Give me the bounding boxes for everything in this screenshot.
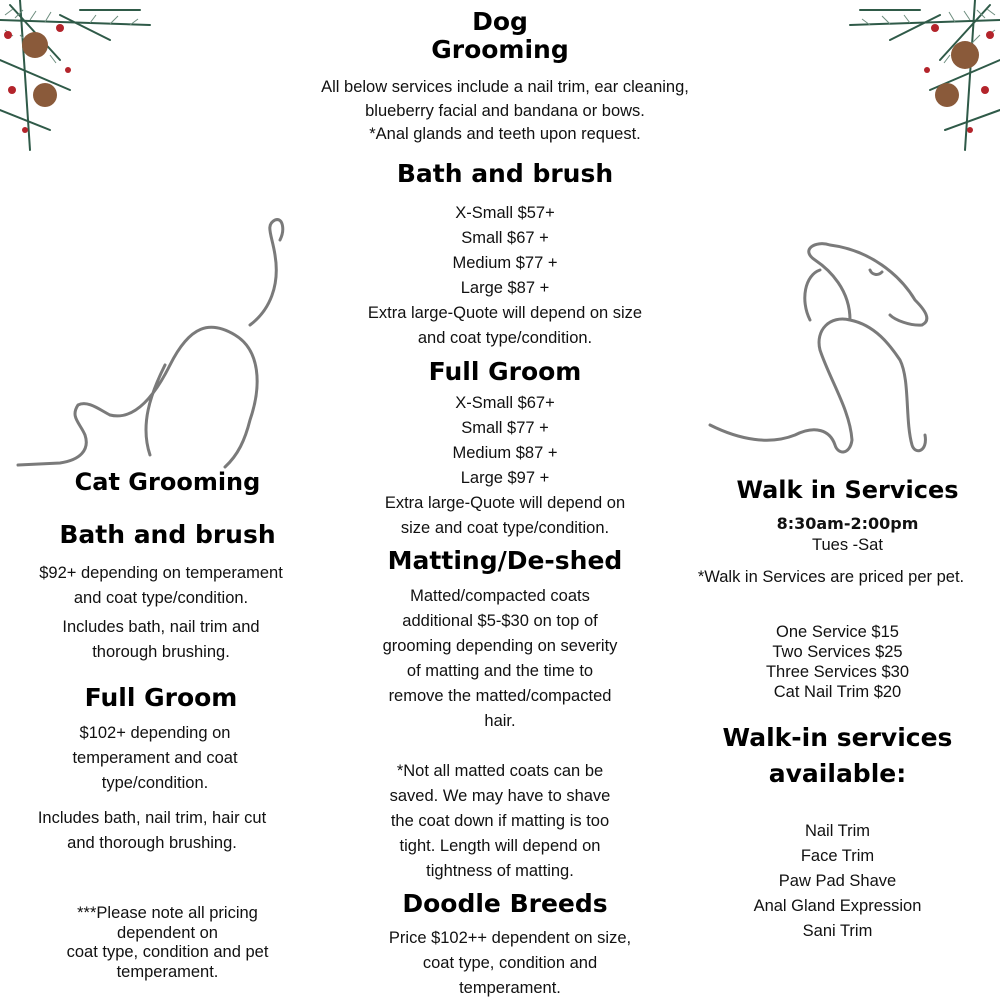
matting-note-line: saved. We may have to shave bbox=[389, 787, 611, 805]
price-line: Extra large-Quote will depend on size bbox=[367, 304, 643, 322]
walk-in-price-item: One Service $15 bbox=[776, 623, 899, 641]
matting-line: Matted/compacted coats bbox=[410, 587, 590, 605]
matting-description bbox=[330, 584, 670, 734]
walk-in-available-heading bbox=[690, 720, 985, 792]
matting-note-line: *Not all matted coats can be bbox=[396, 762, 604, 780]
doodle-description bbox=[330, 926, 690, 1001]
doodle-line: Price $102++ dependent on size, bbox=[388, 929, 632, 947]
walk-in-available-line1: Walk-in services bbox=[722, 723, 953, 752]
walk-in-service-list bbox=[690, 819, 985, 944]
cat-bath-includes-line: thorough brushing. bbox=[92, 643, 230, 661]
walk-in-price-item: Three Services $30 bbox=[765, 663, 910, 681]
matting-note bbox=[330, 759, 670, 884]
matting-line: hair. bbox=[484, 712, 516, 730]
dog-bath-heading: Bath and brush bbox=[396, 159, 614, 188]
cat-line-art-icon bbox=[0, 205, 320, 475]
doodle-line: coat type, condition and bbox=[422, 954, 598, 972]
intro-line: *Anal glands and teeth upon request. bbox=[369, 125, 641, 143]
walk-in-available-line2: available: bbox=[768, 759, 907, 788]
intro-line: All below services include a nail trim, ear cleaning, bbox=[321, 78, 689, 96]
price-line: Small $67 + bbox=[461, 229, 549, 247]
matting-note-line: the coat down if matting is too bbox=[390, 812, 610, 830]
walk-in-services-title: Walk in Services bbox=[736, 476, 959, 504]
price-line: Large $97 + bbox=[460, 469, 550, 487]
walk-in-price-item: Two Services $25 bbox=[772, 643, 903, 661]
dog-full-groom-prices bbox=[320, 391, 690, 541]
matting-line: remove the matted/compacted bbox=[388, 687, 612, 705]
cat-bath-description bbox=[0, 561, 322, 611]
dog-line-art-icon bbox=[700, 230, 940, 460]
cat-full-line: type/condition. bbox=[101, 774, 209, 792]
matting-note-line: tight. Length will depend on bbox=[399, 837, 601, 855]
doodle-line: temperament. bbox=[459, 979, 561, 997]
price-line: X-Small $67+ bbox=[455, 394, 555, 412]
cat-full-line: temperament and coat bbox=[72, 749, 238, 767]
cat-bath-includes bbox=[0, 615, 322, 665]
cat-note-line: coat type, condition and pet bbox=[66, 943, 269, 961]
dog-grooming-title bbox=[400, 8, 600, 64]
dog-title-line2: Grooming bbox=[431, 35, 569, 64]
walk-in-days: Tues -Sat bbox=[812, 536, 883, 554]
cat-bath-line: and coat type/condition. bbox=[73, 589, 249, 607]
price-line: Large $87 + bbox=[460, 279, 550, 297]
price-line: and coat type/condition. bbox=[417, 329, 593, 347]
walk-in-service-item: Nail Trim bbox=[804, 822, 871, 840]
cat-full-groom-heading: Full Groom bbox=[84, 683, 238, 712]
walk-in-priced-note: *Walk in Services are priced per pet. bbox=[697, 568, 965, 586]
matting-line: additional $5-$30 on top of bbox=[402, 612, 598, 630]
walk-in-price-list bbox=[690, 622, 985, 702]
cat-bath-includes-line: Includes bath, nail trim and bbox=[62, 618, 260, 636]
walk-in-service-item: Sani Trim bbox=[802, 922, 873, 940]
cat-bath-line: $92+ depending on temperament bbox=[39, 564, 283, 582]
walk-in-service-item: Paw Pad Shave bbox=[778, 872, 897, 890]
price-line: Medium $87 + bbox=[452, 444, 558, 462]
dog-title-line1: Dog bbox=[472, 7, 528, 36]
matting-line: of matting and the time to bbox=[406, 662, 594, 680]
matting-note-line: tightness of matting. bbox=[426, 862, 574, 880]
dog-bath-prices bbox=[320, 201, 690, 351]
cat-full-includes-line: and thorough brushing. bbox=[67, 834, 237, 852]
price-line: Medium $77 + bbox=[452, 254, 558, 272]
cat-pricing-note bbox=[20, 904, 315, 982]
price-line: X-Small $57+ bbox=[455, 204, 555, 222]
price-line: Small $77 + bbox=[461, 419, 549, 437]
pine-decoration-top-right-icon bbox=[835, 0, 1000, 170]
matting-line: grooming depending on severity bbox=[382, 637, 618, 655]
dog-intro bbox=[260, 76, 750, 147]
doodle-heading: Doodle Breeds bbox=[402, 889, 608, 918]
walk-in-hours: 8:30am-2:00pm bbox=[776, 514, 919, 533]
cat-full-groom-description bbox=[0, 721, 310, 796]
pine-decoration-top-left-icon bbox=[0, 0, 170, 170]
cat-note-line: temperament. bbox=[116, 962, 219, 981]
price-line: Extra large-Quote will depend on bbox=[384, 494, 626, 512]
cat-grooming-title: Cat Grooming bbox=[74, 468, 261, 496]
cat-full-line: $102+ depending on bbox=[79, 724, 231, 742]
matting-heading: Matting/De-shed bbox=[387, 546, 623, 575]
walk-in-price-item: Cat Nail Trim $20 bbox=[773, 683, 902, 701]
dog-full-groom-heading: Full Groom bbox=[428, 357, 582, 386]
intro-line: blueberry facial and bandana or bows. bbox=[365, 101, 645, 120]
cat-bath-heading: Bath and brush bbox=[59, 520, 276, 549]
price-line: size and coat type/condition. bbox=[400, 519, 610, 537]
cat-note-line: ***Please note all pricing bbox=[77, 904, 258, 922]
walk-in-service-item: Anal Gland Expression bbox=[753, 897, 922, 915]
cat-full-groom-includes bbox=[0, 806, 304, 856]
walk-in-service-item: Face Trim bbox=[800, 847, 875, 865]
cat-note-line: dependent on bbox=[117, 923, 218, 942]
cat-full-includes-line: Includes bath, nail trim, hair cut bbox=[37, 809, 267, 827]
